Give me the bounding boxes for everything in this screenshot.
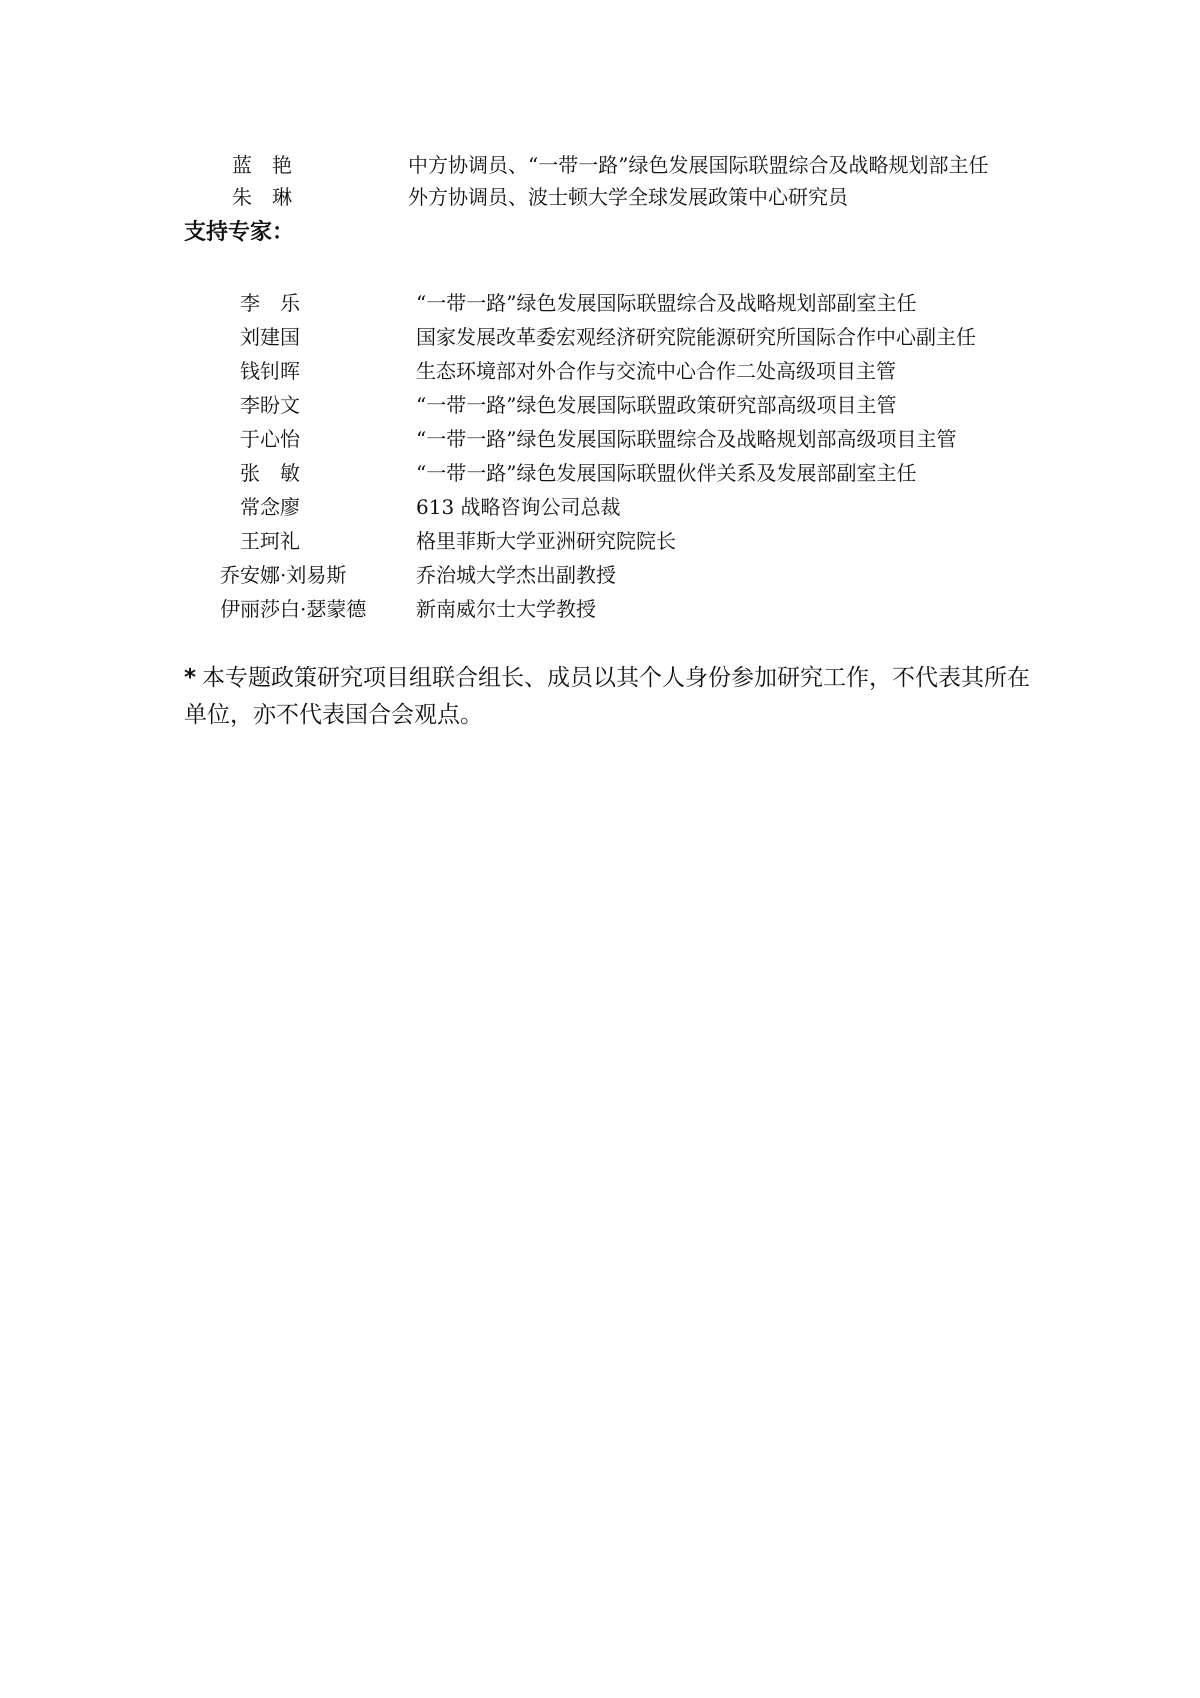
support-experts-heading: 支持专家： [184,220,295,245]
asterisk-marker: * [184,665,197,691]
expert-row [0,560,1200,590]
coordinator-row [0,150,1200,180]
expert-role: 国家发展改革委宏观经济研究院能源研究所国际合作中心副主任 [416,325,976,349]
coordinator-role: 中方协调员、“一带一路”绿色发展国际联盟综合及战略规划部主任 [408,153,989,177]
expert-name: 于心怡 [240,427,300,451]
coordinator-role: 外方协调员、波士顿大学全球发展政策中心研究员 [408,185,848,209]
expert-name: 钱钊晖 [240,359,300,383]
expert-name: 常念廖 [240,495,300,519]
coordinator-name: 朱 琳 [232,185,292,209]
expert-name: 王珂礼 [240,529,300,553]
expert-name: 伊丽莎白·瑟蒙德 [220,597,367,621]
expert-role: “一带一路”绿色发展国际联盟政策研究部高级项目主管 [416,393,897,417]
expert-name: 李 乐 [240,291,300,315]
expert-row [0,322,1200,352]
coordinator-row [0,182,1200,212]
expert-row [0,594,1200,624]
expert-row [0,492,1200,522]
expert-role: 613 战略咨询公司总裁 [416,495,621,519]
expert-role: “一带一路”绿色发展国际联盟伙伴关系及发展部副室主任 [416,461,917,485]
expert-row [0,526,1200,556]
expert-role: 新南威尔士大学教授 [416,597,596,621]
disclaimer-text: 本专题政策研究项目组联合组长、成员以其个人身份参加研究工作，不代表其所在单位，亦不代表国合会观点。 [184,665,1031,728]
expert-role: “一带一路”绿色发展国际联盟综合及战略规划部高级项目主管 [416,427,957,451]
expert-row [0,424,1200,454]
expert-name: 李盼文 [240,393,300,417]
expert-role: 生态环境部对外合作与交流中心合作二处高级项目主管 [416,359,896,383]
expert-role: 乔治城大学杰出副教授 [416,563,616,587]
coordinator-name: 蓝 艳 [232,153,292,177]
disclaimer-note [184,660,1034,734]
expert-row [0,356,1200,386]
expert-row [0,458,1200,488]
expert-name: 乔安娜·刘易斯 [220,563,347,587]
expert-role: 格里菲斯大学亚洲研究院院长 [416,529,676,553]
expert-row [0,288,1200,318]
expert-role: “一带一路”绿色发展国际联盟综合及战略规划部副室主任 [416,291,917,315]
expert-name: 张 敏 [240,461,300,485]
expert-row [0,390,1200,420]
expert-name: 刘建国 [240,325,300,349]
